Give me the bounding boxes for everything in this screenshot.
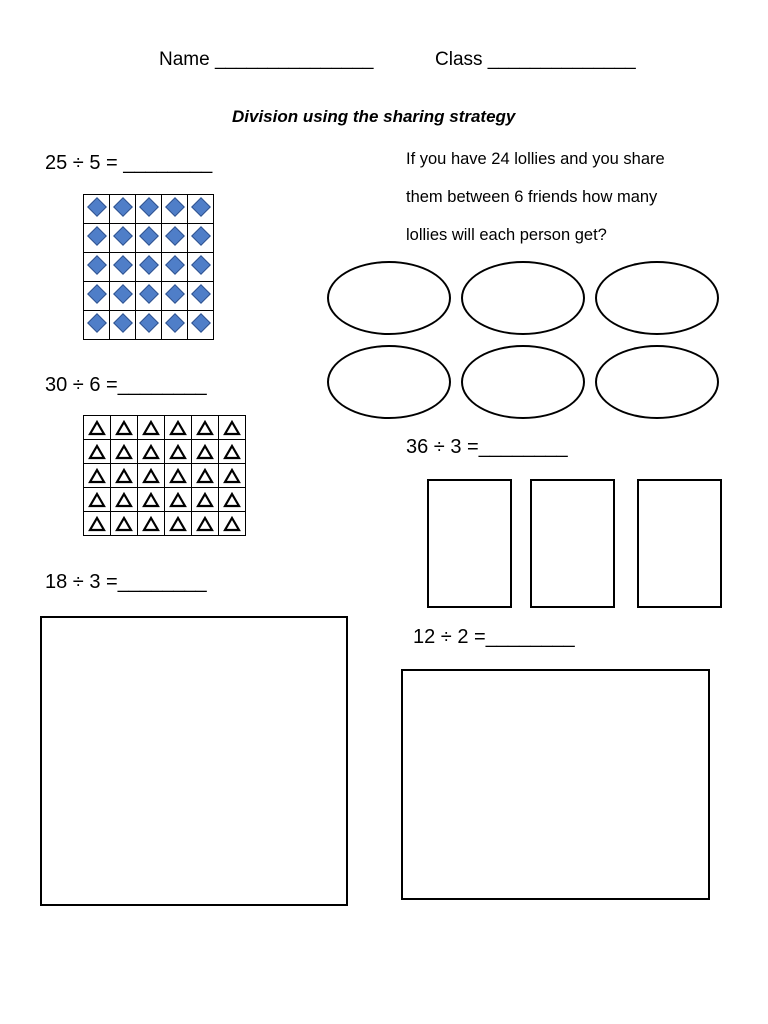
triangle-icon	[196, 444, 214, 460]
diamond-icon	[139, 197, 159, 217]
triangle-array-cell	[138, 488, 165, 512]
triangle-icon	[169, 444, 187, 460]
story-line-2: them between 6 friends how many	[406, 188, 658, 206]
triangle-icon	[169, 420, 187, 436]
diamond-icon	[113, 255, 133, 275]
triangle-icon	[196, 468, 214, 484]
diamond-array-cell	[188, 253, 214, 282]
diamond-icon	[113, 313, 133, 333]
problem-30-div-6: 30 ÷ 6 =________	[45, 374, 207, 396]
triangle-icon	[223, 468, 241, 484]
triangle-icon	[142, 420, 160, 436]
triangle-icon	[142, 444, 160, 460]
diamond-icon	[165, 284, 185, 304]
triangle-array-cell	[111, 440, 138, 464]
triangle-icon	[169, 468, 187, 484]
diamond-array-cell	[136, 224, 162, 253]
triangle-array-cell	[138, 416, 165, 440]
triangle-array-cell	[219, 440, 246, 464]
diamond-array	[83, 194, 214, 340]
triangle-array-cell	[111, 512, 138, 536]
triangle-array-cell	[138, 440, 165, 464]
triangle-array-cell	[192, 464, 219, 488]
diamond-array-cell	[162, 311, 188, 340]
triangle-array-cell	[138, 464, 165, 488]
triangle-array-cell	[192, 416, 219, 440]
triangle-array-row	[84, 440, 246, 464]
diamond-array-cell	[110, 253, 136, 282]
diamond-array-cell	[84, 282, 110, 311]
triangle-array	[83, 415, 246, 536]
diamond-array-cell	[136, 253, 162, 282]
triangle-icon	[169, 516, 187, 532]
diamond-array-row	[84, 195, 214, 224]
diamond-icon	[191, 255, 211, 275]
triangle-icon	[115, 468, 133, 484]
diamond-icon	[139, 313, 159, 333]
diamond-array-cell	[136, 195, 162, 224]
diamond-array-cell	[84, 253, 110, 282]
sharing-circle-6	[595, 345, 719, 419]
triangle-icon	[223, 516, 241, 532]
triangle-array-cell	[165, 464, 192, 488]
sharing-circle-4	[327, 345, 451, 419]
triangle-icon	[115, 492, 133, 508]
triangle-icon	[223, 420, 241, 436]
diamond-array-cell	[110, 224, 136, 253]
triangle-icon	[196, 492, 214, 508]
triangle-array-cell	[192, 440, 219, 464]
diamond-array-cell	[136, 311, 162, 340]
class-field-label: Class ______________	[435, 49, 636, 70]
diamond-array-cell	[84, 224, 110, 253]
diamond-array-cell	[110, 311, 136, 340]
triangle-icon	[142, 492, 160, 508]
sharing-circle-1	[327, 261, 451, 335]
triangle-icon	[169, 492, 187, 508]
triangle-array-cell	[138, 512, 165, 536]
diamond-array-cell	[188, 224, 214, 253]
triangle-icon	[196, 420, 214, 436]
triangle-array-cell	[165, 512, 192, 536]
triangle-array-cell	[84, 416, 111, 440]
diamond-array-cell	[110, 282, 136, 311]
diamond-array-cell	[188, 282, 214, 311]
sharing-box-1	[427, 479, 512, 608]
sharing-box-3	[637, 479, 722, 608]
diamond-icon	[113, 226, 133, 246]
story-line-1: If you have 24 lollies and you share	[406, 150, 665, 168]
triangle-icon	[88, 516, 106, 532]
diamond-icon	[113, 197, 133, 217]
triangle-array-cell	[111, 488, 138, 512]
triangle-array-cell	[111, 464, 138, 488]
triangle-array-cell	[192, 488, 219, 512]
triangle-array-cell	[165, 488, 192, 512]
problem-18-div-3: 18 ÷ 3 =________	[45, 571, 207, 593]
story-line-3: lollies will each person get?	[406, 226, 607, 244]
diamond-array-cell	[84, 195, 110, 224]
diamond-array-cell	[110, 195, 136, 224]
diamond-icon	[165, 197, 185, 217]
triangle-array-cell	[219, 488, 246, 512]
triangle-icon	[88, 492, 106, 508]
diamond-icon	[139, 226, 159, 246]
triangle-icon	[115, 420, 133, 436]
triangle-array-cell	[84, 440, 111, 464]
sharing-circle-5	[461, 345, 585, 419]
triangle-array-cell	[84, 512, 111, 536]
triangle-array-cell	[84, 488, 111, 512]
diamond-array-row	[84, 224, 214, 253]
diamond-icon	[139, 255, 159, 275]
diamond-icon	[113, 284, 133, 304]
diamond-array-cell	[188, 195, 214, 224]
sharing-circle-3	[595, 261, 719, 335]
name-field-label: Name _______________	[159, 49, 374, 70]
sharing-circle-2	[461, 261, 585, 335]
diamond-array-row	[84, 253, 214, 282]
diamond-icon	[139, 284, 159, 304]
triangle-array-cell	[219, 512, 246, 536]
triangle-icon	[115, 516, 133, 532]
problem-36-div-3: 36 ÷ 3 =________	[406, 436, 568, 458]
triangle-array-cell	[219, 464, 246, 488]
problem-12-div-2: 12 ÷ 2 =________	[413, 626, 575, 648]
diamond-array-cell	[162, 224, 188, 253]
diamond-array-cell	[136, 282, 162, 311]
diamond-icon	[87, 255, 107, 275]
diamond-icon	[191, 313, 211, 333]
diamond-icon	[191, 197, 211, 217]
triangle-array-row	[84, 488, 246, 512]
sharing-box-2	[530, 479, 615, 608]
triangle-array-cell	[192, 512, 219, 536]
triangle-icon	[88, 420, 106, 436]
diamond-array-cell	[162, 282, 188, 311]
diamond-icon	[87, 226, 107, 246]
diamond-icon	[165, 226, 185, 246]
diamond-icon	[165, 313, 185, 333]
diamond-icon	[87, 197, 107, 217]
diamond-array-row	[84, 282, 214, 311]
triangle-array-row	[84, 416, 246, 440]
diamond-icon	[87, 284, 107, 304]
worksheet-title: Division using the sharing strategy	[232, 107, 516, 126]
diamond-icon	[165, 255, 185, 275]
answer-box-12-div-2	[401, 669, 710, 900]
triangle-array-row	[84, 464, 246, 488]
diamond-array-cell	[162, 253, 188, 282]
triangle-array-cell	[219, 416, 246, 440]
triangle-array-cell	[111, 416, 138, 440]
triangle-icon	[142, 468, 160, 484]
triangle-icon	[88, 468, 106, 484]
triangle-icon	[115, 444, 133, 460]
triangle-icon	[223, 444, 241, 460]
diamond-icon	[191, 226, 211, 246]
diamond-icon	[191, 284, 211, 304]
triangle-array-row	[84, 512, 246, 536]
diamond-icon	[87, 313, 107, 333]
diamond-array-cell	[162, 195, 188, 224]
problem-25-div-5: 25 ÷ 5 = ________	[45, 152, 213, 174]
triangle-icon	[142, 516, 160, 532]
triangle-icon	[196, 516, 214, 532]
diamond-array-cell	[188, 311, 214, 340]
triangle-icon	[223, 492, 241, 508]
triangle-array-cell	[165, 416, 192, 440]
answer-box-18-div-3	[40, 616, 348, 906]
diamond-array-row	[84, 311, 214, 340]
triangle-array-cell	[165, 440, 192, 464]
diamond-array-cell	[84, 311, 110, 340]
triangle-icon	[88, 444, 106, 460]
triangle-array-cell	[84, 464, 111, 488]
